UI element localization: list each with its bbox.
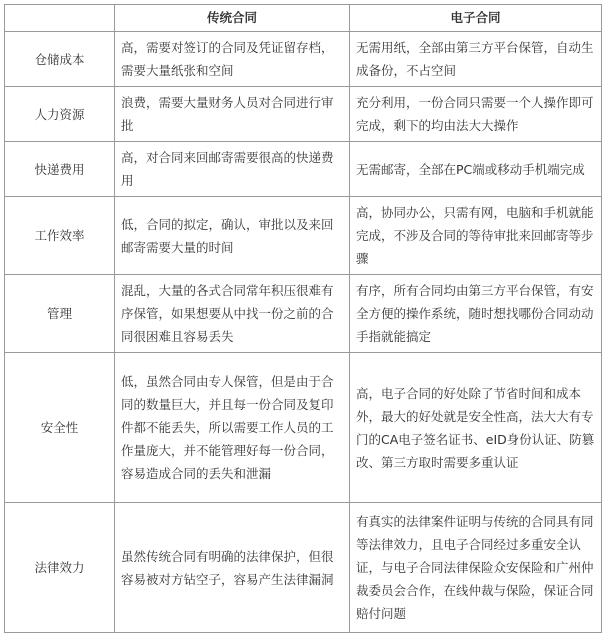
row-category: 法律效力: [5, 503, 115, 633]
traditional-cell: 高，对合同来回邮寄需要很高的快递费用: [115, 142, 350, 197]
electronic-cell: 无需用纸，全部由第三方平台保管，自动生成备份，不占空间: [350, 32, 602, 87]
electronic-cell: 高，协同办公，只需有网，电脑和手机就能完成，不涉及合同的等待审批来回邮寄等步骤: [350, 197, 602, 275]
electronic-cell: 有序，所有合同均由第三方平台保管，有安全方便的操作系统，随时想找哪份合同动动手指就能搞定: [350, 275, 602, 353]
table-row: [5, 353, 602, 503]
traditional-cell: 低，合同的拟定，确认，审批以及来回邮寄需要大量的时间: [115, 197, 350, 275]
header-corner: [5, 5, 115, 32]
electronic-cell: 高，电子合同的好处除了节省时间和成本外，最大的好处就是安全性高，法大大有专门的CA电子签名证书、eID身份认证、防篡改、第三方取时需要多重认证: [350, 353, 602, 503]
header-traditional: 传统合同: [115, 5, 350, 32]
table-row: [5, 197, 602, 275]
table-header-row: [5, 5, 602, 32]
electronic-cell: 充分利用，一份合同只需要一个人操作即可完成，剩下的均由法大大操作: [350, 87, 602, 142]
traditional-cell: 浪费，需要大量财务人员对合同进行审批: [115, 87, 350, 142]
row-category: 人力资源: [5, 87, 115, 142]
row-category: 管理: [5, 275, 115, 353]
electronic-cell: 无需邮寄，全部在PC端或移动手机端完成: [350, 142, 602, 197]
table-row: [5, 503, 602, 633]
table-row: [5, 142, 602, 197]
row-category: 快递费用: [5, 142, 115, 197]
traditional-cell: 混乱，大量的各式合同常年积压很难有序保管，如果想要从中找一份之前的合同很困难且容易丢失: [115, 275, 350, 353]
table-row: [5, 32, 602, 87]
traditional-cell: 虽然传统合同有明确的法律保护，但很容易被对方钻空子，容易产生法律漏洞: [115, 503, 350, 633]
row-category: 工作效率: [5, 197, 115, 275]
comparison-table: [4, 4, 602, 633]
traditional-cell: 高，需要对签订的合同及凭证留存档，需要大量纸张和空间: [115, 32, 350, 87]
row-category: 仓储成本: [5, 32, 115, 87]
row-category: 安全性: [5, 353, 115, 503]
traditional-cell: 低，虽然合同由专人保管，但是由于合同的数量巨大，并且每一份合同及复印件都不能丢失，所以需要工作人员的工作量庞大，并不能管理好每一份合同，容易造成合同的丢失和泄漏: [115, 353, 350, 503]
electronic-cell: 有真实的法律案件证明与传统的合同具有同等法律效力，且电子合同经过多重安全认证，与电子合同法律保险众安保险和广州仲裁委员会合作，在线仲裁与保险，保证合同赔付问题: [350, 503, 602, 633]
header-electronic: 电子合同: [350, 5, 602, 32]
table-row: [5, 87, 602, 142]
table-row: [5, 275, 602, 353]
